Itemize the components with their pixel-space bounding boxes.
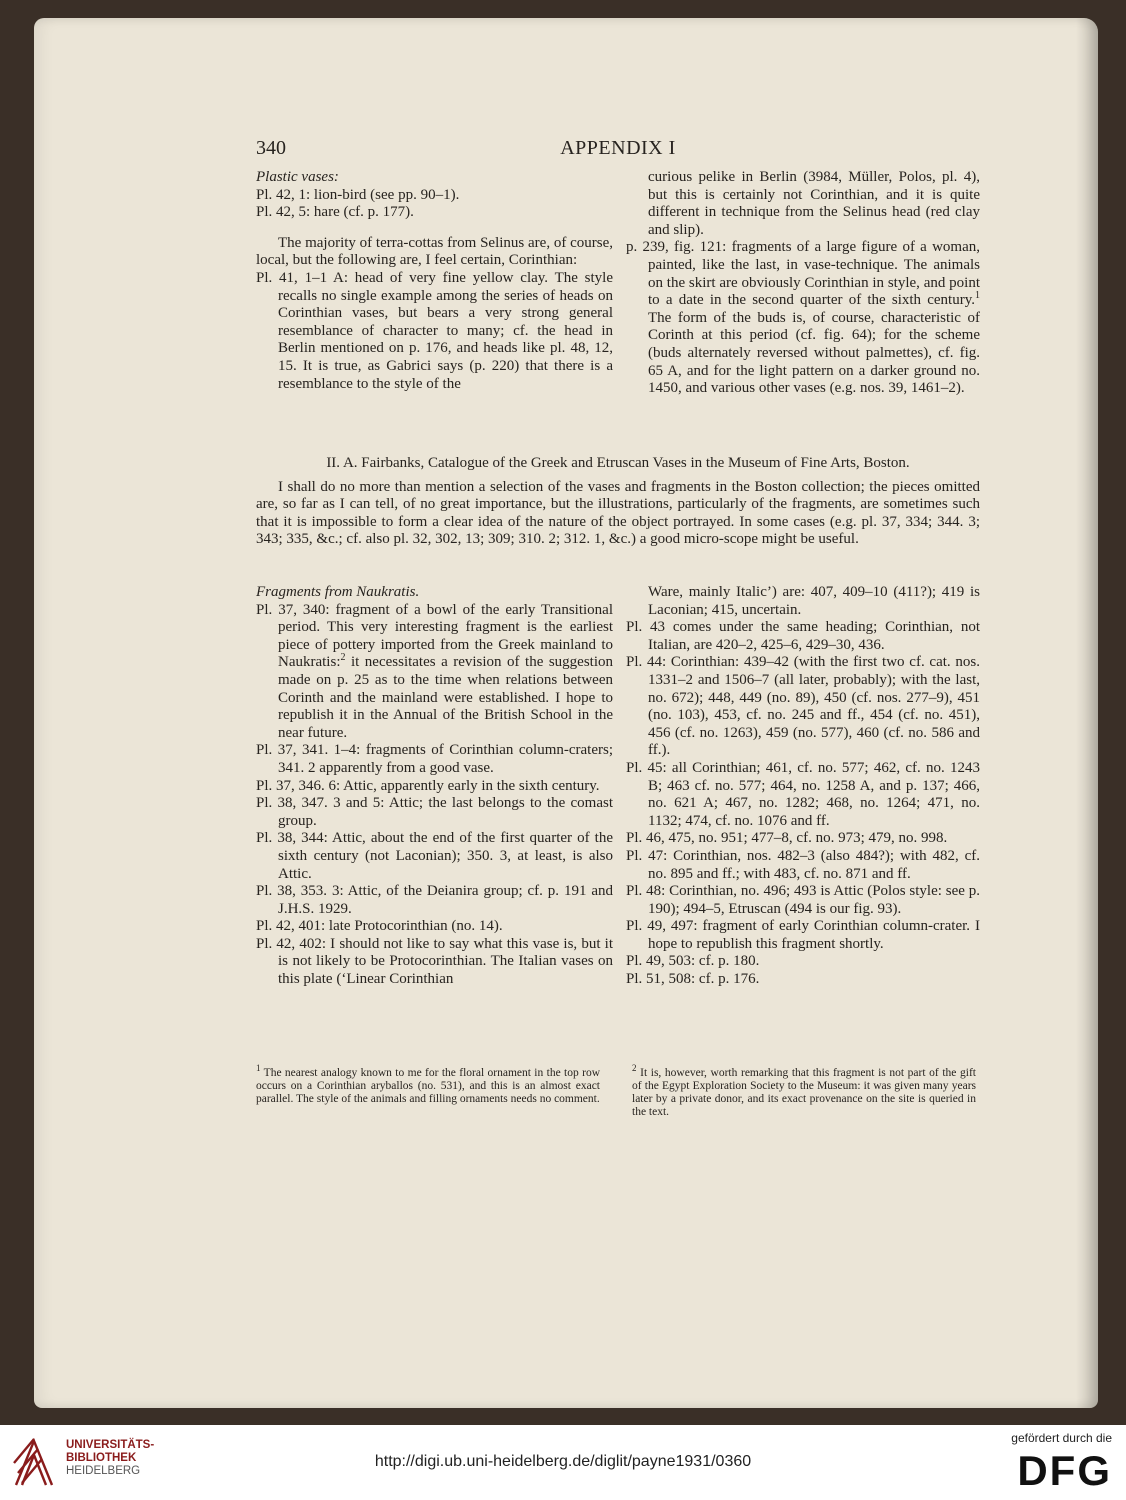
section-two	[256, 455, 980, 549]
list-item: Pl. 42, 402: I should not like to say what this vase is, but it is not likely to be Protocorinthian. The Italian vases on this plate (‘Linear Corinthian	[256, 935, 613, 988]
bottom-right-column	[626, 584, 980, 989]
page-header	[256, 137, 980, 164]
viewer-footer	[0, 1425, 1126, 1500]
list-item: Pl. 49, 497: fragment of early Corinthian column-crater. I hope to republish this fragment shortly.	[626, 918, 980, 952]
footnote-ref-2: 2	[340, 652, 346, 664]
list-item: Pl. 42, 1: lion-bird (see pp. 90–1).	[256, 186, 460, 203]
italic-ware-continuation: Ware, mainly Italic’) are: 407, 409–10 (411?); 419 is Laconian; 415, uncertain.	[648, 584, 980, 618]
pl37-340-text-b: it necessitates a revision of the suggestion made on p. 25 as to the time when relations between Corinth and the mainland were established. I hope to republish it in the Annual of the British School in the near future.	[278, 654, 613, 741]
funding-caption: gefördert durch die	[1011, 1431, 1112, 1445]
list-item: Pl. 47: Corinthian, nos. 482–3 (also 484?); with 482, cf. no. 895 and ff.; with 483, cf. no. 871 and ff.	[626, 847, 980, 882]
list-item: Pl. 38, 353. 3: Attic, of the Deianira group; cf. p. 191 and J.H.S. 1929.	[256, 883, 613, 917]
list-item: Pl. 49, 503: cf. p. 180.	[626, 953, 760, 970]
list-item: Pl. 48: Corinthian, no. 496; 493 is Attic (Polos style: see p. 190); 494–5, Etruscan (494 is our fig. 93).	[626, 883, 980, 917]
footnote-2-mark: 2	[632, 1063, 637, 1073]
list-item: Pl. 43 comes under the same heading; Corinthian, not Italian, are 420–2, 425–6, 429–30, 436.	[626, 619, 980, 653]
section-heading: II. A. Fairbanks, Catalogue of the Greek and Etruscan Vases in the Museum of Fine Arts, Boston.	[326, 455, 910, 471]
plastic-vases-heading: Plastic vases:	[256, 169, 339, 185]
footnote-2-text: It is, however, worth remarking that this fragment is not part of the gift of the Egypt Exploration Society to the Museum: it was given many years later by a private donor, and its exact provenance on the site is queried in the text.	[632, 1066, 976, 1118]
list-item: Pl. 37, 341. 1–4: fragments of Corinthian column-craters; 341. 2 apparently from a good vase.	[256, 742, 613, 776]
list-item	[256, 602, 613, 743]
list-item: Pl. 51, 508: cf. p. 176.	[626, 971, 760, 988]
p239-text-b: The form of the buds is, of course, characteristic of Corinth at this period (cf. fig. 64); for the scheme (buds alternately reversed without palmettes), cf. fig. 65 A, and for the light pattern on a darker ground no. 1450, and various other vases (e.g. nos. 39, 1461–2).	[648, 309, 980, 397]
footnote-1-text: The nearest analogy known to me for the floral ornament in the top row occurs on a Corinthian aryballos (no. 531), and this is an almost exact parallel. The style of the animals and filling ornaments needs no comment.	[256, 1066, 600, 1105]
list-item: Pl. 46, 475, no. 951; 477–8, cf. no. 973; 479, no. 998.	[626, 830, 948, 847]
footnote-1-mark: 1	[256, 1063, 261, 1073]
footnote-ref-1: 1	[975, 290, 980, 302]
footnote-2	[632, 1062, 976, 1119]
pl37-340-text-a: Pl. 37, 340: fragment of a bowl of the early Transitional period. This very interesting fragment is the earliest piece of pottery imported from the Greek mainland to Naukratis:	[256, 601, 613, 671]
library-name-line-1: UNIVERSITÄTS-	[66, 1439, 155, 1451]
dfg-logo: DFG	[1017, 1447, 1112, 1494]
list-item: Pl. 42, 401: late Protocorinthian (no. 14).	[256, 918, 503, 935]
list-item: Pl. 44: Corinthian: 439–42 (with the first two cf. cat. nos. 1331–2 and 1506–7 (all later, probably); with the last, no. 672); 448, 449 (no. 89), 450 (cf. nos. 277–9), 451 (no. 103), 453, cf. no. 245 and ff., 454 (cf. no. 451), 456 (cf. no. 1263), 459 (no. 577), 460 (cf. no. 586 and ff.).	[626, 654, 980, 759]
list-item: Pl. 37, 346. 6: Attic, apparently early in the sixth century.	[256, 777, 600, 794]
pelike-continuation: curious pelike in Berlin (3984, Müller, Polos, pl. 4), but this is certainly not Corinthian, and it is quite different in technique from the Selinus head (red clay and slip).	[648, 169, 980, 238]
pl41-entry: Pl. 41, 1–1 A: head of very fine yellow clay. The style recalls no single example among the series of heads on Corinthian vases, but bears a very strong general resemblance of character to many; cf. the head in Berlin mentioned on p. 176, and heads like pl. 48, 12, 15. It is true, as Gabrici says (p. 220) that there is a resemblance to the style of the	[256, 269, 613, 392]
p239-text-a: p. 239, fig. 121: fragments of a large figure of a woman, painted, like the last, in vase-technique. The animals on the skirt are obviously Corinthian in style, and point to a date in the second quarter of the sixth century.	[626, 239, 980, 309]
list-item: Pl. 42, 5: hare (cf. p. 177).	[256, 204, 414, 221]
selinus-paragraph: The majority of terra-cottas from Selinus are, of course, local, but the following are, I feel certain, Corinthian:	[256, 234, 613, 269]
top-left-column	[256, 169, 613, 393]
p239-entry	[626, 239, 980, 397]
permalink-url[interactable]: http://digi.ub.uni-heidelberg.de/diglit/payne1931/0360	[374, 1453, 752, 1470]
page-number: 340	[256, 137, 286, 159]
library-name-line-2: BIBLIOTHEK	[66, 1452, 137, 1464]
list-item: Pl. 45: all Corinthian; 461, cf. no. 577; 462, cf. no. 1243 B; 463 cf. no. 577; 464, no. 1258 A, and p. 137; 466, no. 621 A; 467, no. 1282; 468, no. 1264; 471, no. 1132; 474, cf. no. 1076 and ff.	[626, 759, 980, 829]
naukratis-heading: Fragments from Naukratis.	[256, 584, 420, 600]
library-name-line-3: HEIDELBERG	[66, 1465, 141, 1477]
page-edge-shadow	[1076, 18, 1098, 1408]
bottom-left-column	[256, 584, 613, 989]
list-item: Pl. 38, 344: Attic, about the end of the first quarter of the sixth century (not Laconian); 350. 3, at least, is also Attic.	[256, 830, 613, 882]
top-right-column	[626, 169, 980, 398]
footnote-1	[256, 1062, 600, 1106]
section-paragraph: I shall do no more than mention a selection of the vases and fragments in the Boston collection; the pieces omitted are, so far as I can tell, of no great importance, but the illustrations, particularly of the fragments, are sometimes such that it is impossible to form a clear idea of the nature of the object portrayed. In some cases (e.g. pl. 37, 334; 344. 3; 343; 335, &c.; cf. also pl. 32, 302, 13; 309; 310. 2; 312. 1, &c.) a good micro-scope might be useful.	[256, 478, 980, 548]
page-title: APPENDIX I	[560, 137, 676, 159]
list-item: Pl. 38, 347. 3 and 5: Attic; the last belongs to the comast group.	[256, 795, 613, 829]
